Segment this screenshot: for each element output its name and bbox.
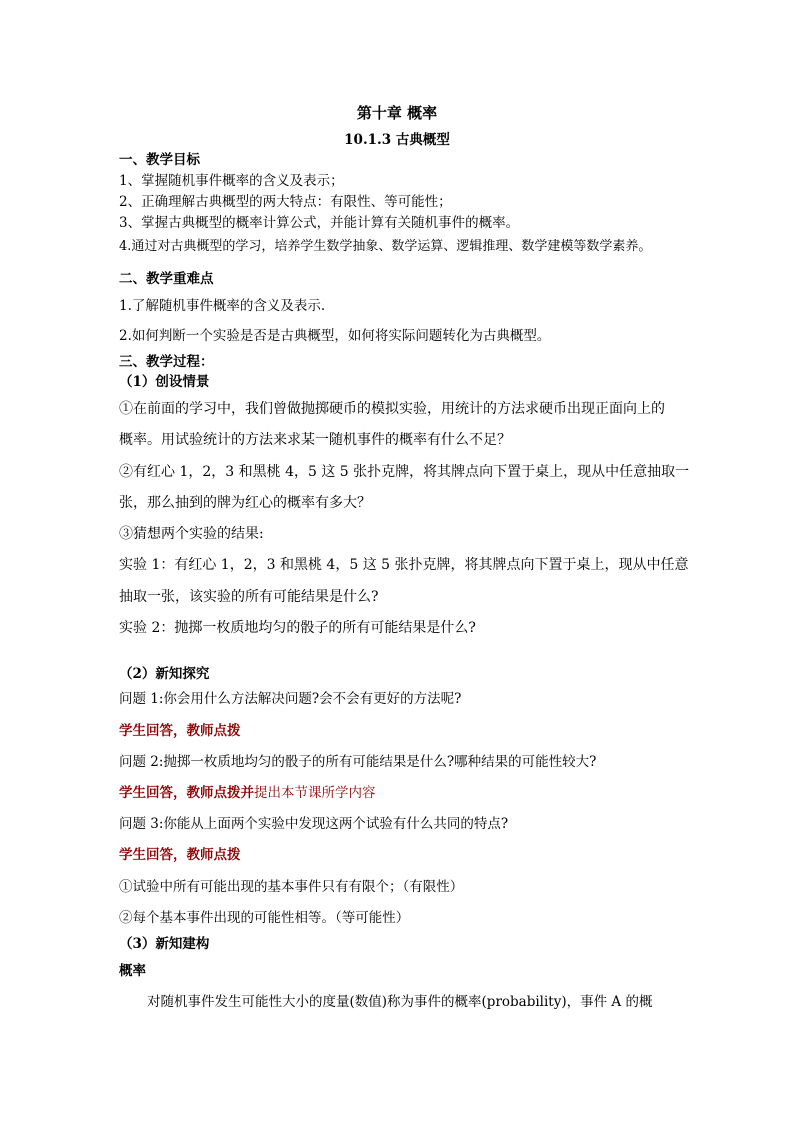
answer-note <box>119 784 376 802</box>
answer-note: 学生回答，教师点拨 <box>119 847 241 863</box>
key-point-item: 1.了解随机事件概率的含义及表示. <box>119 298 326 314</box>
answer-note: 学生回答，教师点拨 <box>119 723 241 739</box>
paragraph-line: ②有红心 1，2，3 和黑桃 4，5 这 5 张扑克牌，将其牌点向下置于桌上，现从中任意抽取一 <box>119 464 690 480</box>
question-line: 问题 3:你能从上面两个实验中发现这两个试验有什么共同的特点? <box>119 816 509 832</box>
section-heading-key-points: 二、教学重难点 <box>119 271 214 287</box>
subsection-heading-explore: （2）新知探究 <box>119 666 210 682</box>
answer-note-red: 学生回答，教师点拨并 <box>119 785 254 801</box>
feature-line: ①试验中所有可能出现的基本事件只有有限个；（有限性） <box>119 879 464 895</box>
goal-item: 3、掌握古典概型的概率计算公式，并能计算有关随机事件的概率。 <box>119 215 520 231</box>
question-line: 问题 1:你会用什么方法解决问题?会不会有更好的方法呢? <box>119 691 462 707</box>
subsection-heading-scenario: （1）创设情景 <box>119 374 210 390</box>
definition-line: 对随机事件发生可能性大小的度量(数值)称为事件的概率(probability)，事件 A 的概 <box>147 994 653 1010</box>
page-title: 第十章 概率 <box>356 104 438 122</box>
paragraph-line: 实验 1：有红心 1，2，3 和黑桃 4，5 这 5 张扑克牌，将其牌点向下置于桌上，现从中任意 <box>119 557 689 573</box>
goal-item: 4.通过对古典概型的学习，培养学生数学抽象、数学运算、逻辑推理、数学建模等数学素养。 <box>119 239 652 254</box>
feature-line: ②每个基本事件出现的可能性相等。（等可能性） <box>119 910 410 926</box>
section-heading-goals: 一、教学目标 <box>119 152 200 168</box>
page-subtitle: 10.1.3 古典概型 <box>344 132 450 148</box>
paragraph-line: 实验 2：抛掷一枚质地均匀的骰子的所有可能结果是什么? <box>119 620 476 636</box>
term-heading: 概率 <box>119 963 146 979</box>
key-point-item: 2.如何判断一个实验是否是古典概型，如何将实际问题转化为古典概型。 <box>119 328 551 344</box>
goal-item: 1、掌握随机事件概率的含义及表示； <box>119 173 344 189</box>
section-heading-process: 三、教学过程： <box>119 354 214 370</box>
paragraph-line: 抽取一张，该实验的所有可能结果是什么? <box>119 589 379 605</box>
question-line: 问题 2:抛掷一枚质地均匀的骰子的所有可能结果是什么?哪种结果的可能性较大? <box>119 754 597 770</box>
paragraph-line: ①在前面的学习中，我们曾做抛掷硬币的模拟实验，用统计的方法求硬币出现正面向上的 <box>119 401 665 417</box>
goal-item: 2、正确理解古典概型的两大特点：有限性、等可能性； <box>119 194 452 210</box>
paragraph-line: 张，那么抽到的牌为红心的概率有多大？ <box>119 495 371 511</box>
paragraph-line: 概率。用试验统计的方法来求某一随机事件的概率有什么不足？ <box>119 432 511 448</box>
answer-note-rest: 提出本节课所学内容 <box>254 785 376 801</box>
paragraph-line: ③猜想两个实验的结果: <box>119 526 264 542</box>
subsection-heading-construct: （3）新知建构 <box>119 936 210 952</box>
